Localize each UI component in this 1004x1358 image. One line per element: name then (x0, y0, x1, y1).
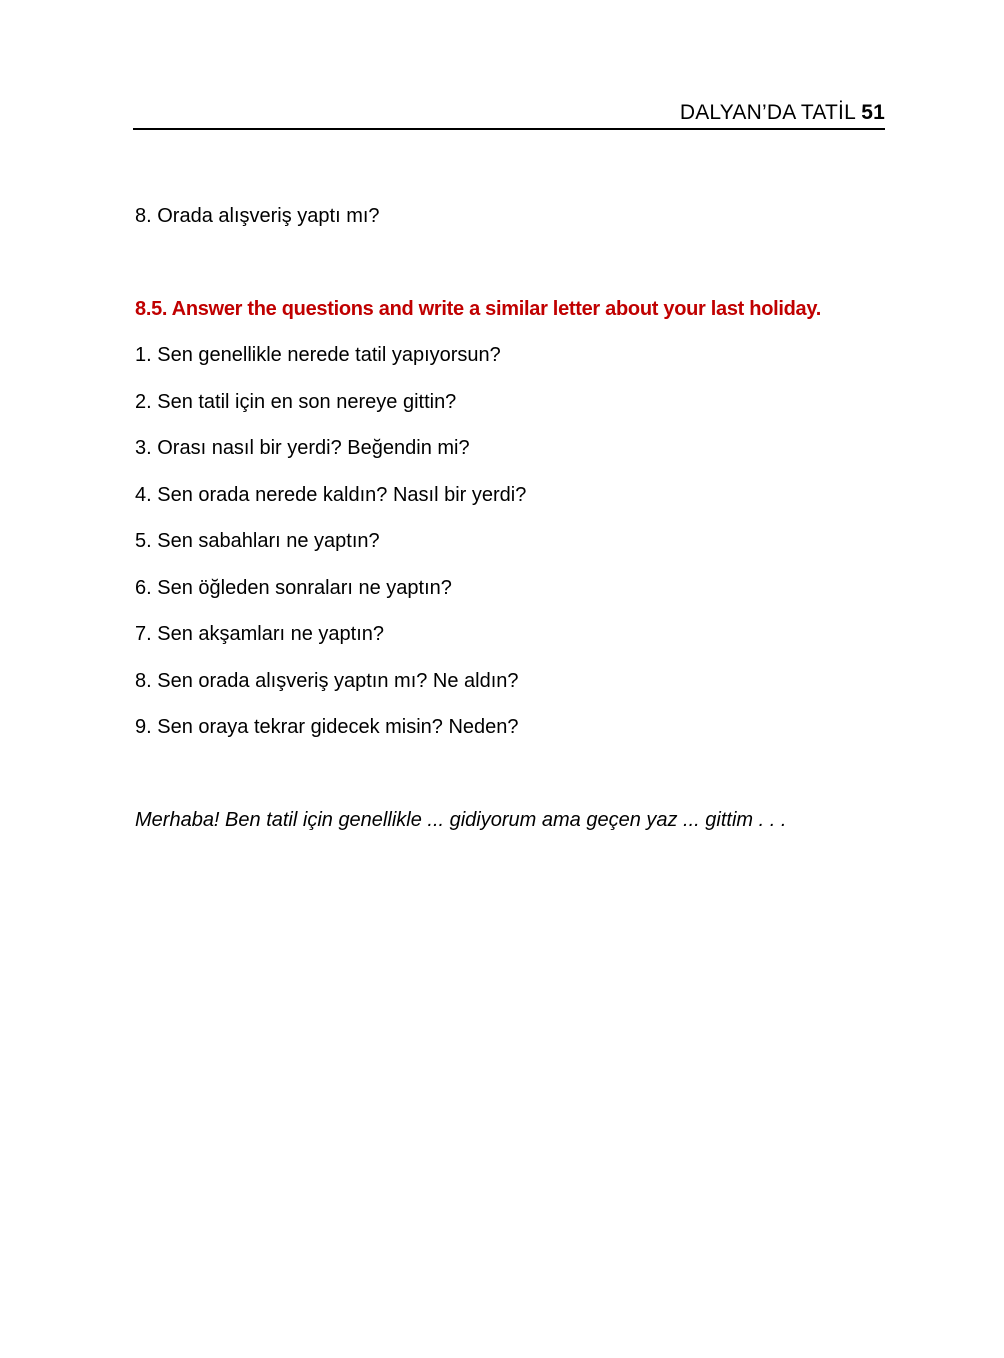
question-2: 2. Sen tatil için en son nereye gittin? (135, 391, 457, 413)
question-1: 1. Sen genellikle nerede tatil yapıyorsun? (135, 344, 501, 366)
question-5: 5. Sen sabahları ne yaptın? (135, 530, 380, 552)
question-8: 8. Sen orada alışveriş yaptın mı? Ne aldın? (135, 670, 519, 692)
letter-start: Merhaba! Ben tatil için genellikle ... gidiyorum ama geçen yaz ... gittim . . . (135, 809, 787, 831)
page-header (133, 98, 885, 130)
section-heading: 8.5. Answer the questions and write a similar letter about your last holiday. (135, 298, 821, 320)
question-3: 3. Orası nasıl bir yerdi? Beğendin mi? (135, 437, 470, 459)
question-6: 6. Sen öğleden sonraları ne yaptın? (135, 577, 452, 599)
previous-question: 8. Orada alışveriş yaptı mı? (135, 205, 380, 227)
question-7: 7. Sen akşamları ne yaptın? (135, 623, 385, 645)
question-9: 9. Sen oraya tekrar gidecek misin? Neden? (135, 716, 519, 738)
header-title-wrap (680, 98, 885, 128)
question-4: 4. Sen orada nerede kaldın? Nasıl bir yerdi? (135, 484, 527, 506)
header-title: DALYAN’DA TATİL (679, 101, 856, 124)
page-number: 51 (861, 101, 885, 124)
